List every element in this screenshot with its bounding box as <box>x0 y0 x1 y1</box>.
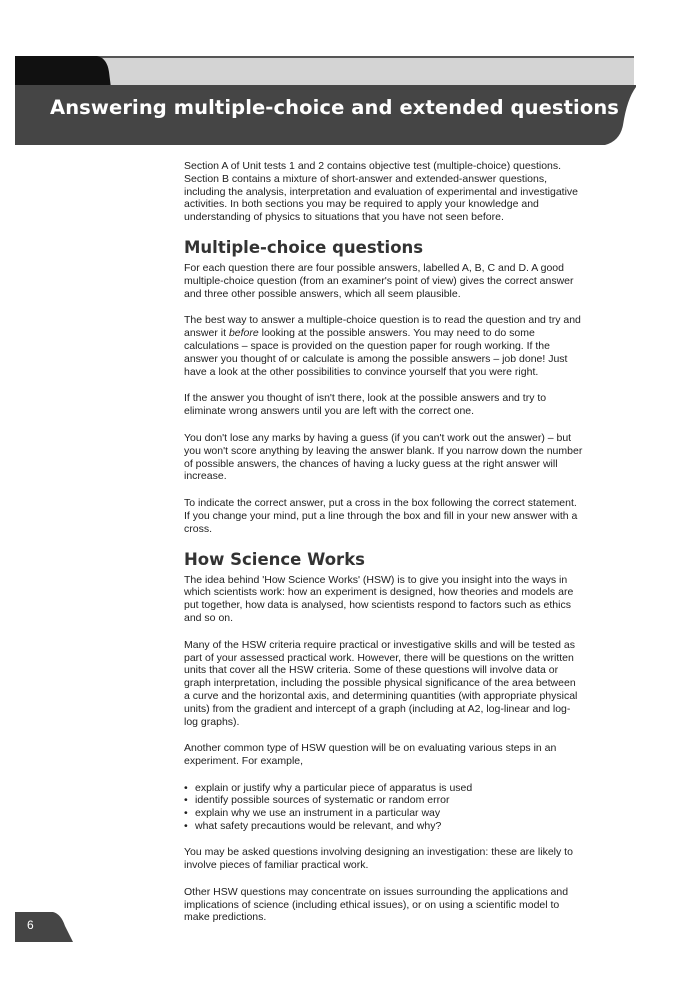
hsw-bullet-list <box>184 782 584 832</box>
list-item <box>184 820 584 833</box>
list-item <box>184 782 584 795</box>
mcq-paragraph-5: To indicate the correct answer, put a cross in the box following the correct statement. If you change your mind, put a line through the box and fill in your new answer with a cross. <box>184 497 578 535</box>
bullet-icon: • <box>184 819 188 832</box>
mcq-paragraph-3: If the answer you thought of isn't there, look at the possible answers and try to eliminate wrong answers until you are left with the correct one. <box>184 392 547 418</box>
mcq-paragraph-1: For each question there are four possible answers, labelled A, B, C and D. A good multiple-choice question (from an examiner's point of view) gives the correct answer and three other possible answers, which all seem plausible. <box>184 261 574 300</box>
page-title: Answering multiple-choice and extended questions <box>50 96 620 119</box>
hsw-paragraph-4: You may be asked questions involving designing an investigation: these are likely to involve pieces of familiar practical work. <box>184 846 573 872</box>
bullet-icon: • <box>184 781 188 794</box>
list-item-text: explain or justify why a particular piece of apparatus is used <box>195 781 473 794</box>
mcq-p2-end: looking at the possible answers. You may need to do some calculations – space is provided on the question paper for rough working. If the answer you thought of or calculate is among the possible answers – job done! Just have a look at the other possibilities to convince yourself that you were right. <box>184 327 568 378</box>
intro-paragraph: Section A of Unit tests 1 and 2 contains objective test (multiple-choice) questions. Section B contains a mixture of short-answer and extended-answer questions, including the analysis, interpretation and evaluation of experimental and investigative activities. In both sections you may be required to apply your knowledge and understanding of physics to situations that you have not seen before. <box>184 160 578 224</box>
mcq-p2-start: The best way to answer a multiple-choice question is to read the question and try and answer it <box>184 314 581 340</box>
list-item-text: what safety precautions would be relevant, and why? <box>195 819 442 832</box>
page-number-tab <box>15 912 73 942</box>
main-content <box>184 160 584 938</box>
mcq-paragraph-2 <box>184 314 584 378</box>
bullet-icon: • <box>184 794 188 807</box>
list-item <box>184 807 584 820</box>
hsw-paragraph-2: Many of the HSW criteria require practical or investigative skills and will be tested as part of your assessed practical work. However, there will be questions on the written units that cover all the HSW criteria. Some of these questions will involve data or graph interpretation, including the possible physical significance of the area between a curve and the horizontal axis, and determining quantities (with appropriate physical units) from the gradient and intercept of a graph (including at A2, log-linear and log-log graphs). <box>184 638 578 728</box>
list-item <box>184 794 584 807</box>
hsw-paragraph-3: Another common type of HSW question will be on evaluating various steps in an experiment. For example, <box>184 742 557 768</box>
mcq-p2-emphasis: before <box>228 327 259 340</box>
hsw-paragraph-5: Other HSW questions may concentrate on issues surrounding the applications and implications of science (including ethical issues), or on using a scientific model to make predictions. <box>184 885 569 924</box>
list-item-text: identify possible sources of systematic or random error <box>195 794 450 807</box>
header-strip <box>15 56 634 88</box>
hsw-paragraph-1: The idea behind 'How Science Works' (HSW) is to give you insight into the ways in which scientists work: how an experiment is designed, how theories and models are put together, how data is analysed, how scientists respond to factors such as ethics and so on. <box>184 573 574 624</box>
list-item-text: explain why we use an instrument in a particular way <box>195 807 441 820</box>
section-heading-multiple-choice: Multiple-choice questions <box>184 237 424 257</box>
page-number: 6 <box>27 918 34 932</box>
bullet-icon: • <box>184 807 188 820</box>
section-heading-how-science-works: How Science Works <box>184 549 365 569</box>
mcq-paragraph-4: You don't lose any marks by having a guess (if you can't work out the answer) – but you won't score anything by leaving the answer blank. If you narrow down the number of possible answers, the chances of having a lucky guess at the right answer will increase. <box>184 431 583 483</box>
